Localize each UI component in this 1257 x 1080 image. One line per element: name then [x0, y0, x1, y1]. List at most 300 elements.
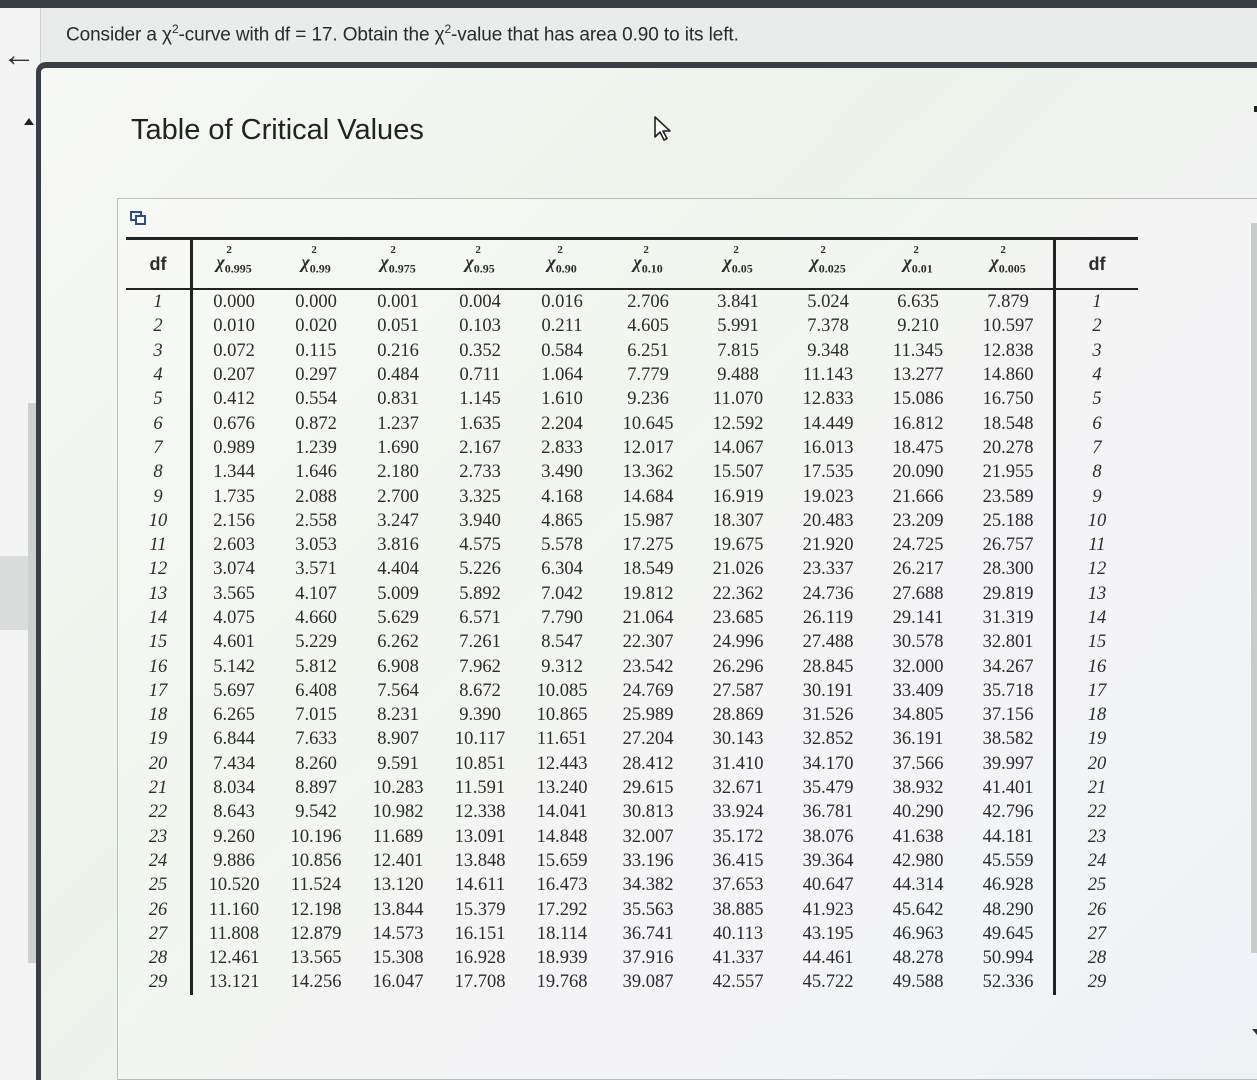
value-cell: 40.647 — [802, 875, 854, 896]
table-row — [126, 509, 1138, 533]
question-text: Consider a $\chi^2$-curve with df = 17. Obtain the $\chi^2$-value that has area 0.90 to its left. — [66, 22, 739, 46]
value-cell: 1.344 — [213, 462, 255, 483]
value-cell: 20.090 — [892, 462, 944, 483]
df-cell: 21 — [126, 776, 192, 800]
value-cell: 1.735 — [213, 486, 255, 507]
value-cell: 2.180 — [377, 462, 419, 483]
value-cell: 27.587 — [712, 680, 764, 701]
value-cell: 29.141 — [892, 608, 944, 628]
value-cell: 5.812 — [295, 656, 337, 677]
df-cell-right: 3 — [1055, 339, 1139, 363]
table-container — [117, 198, 1257, 1080]
top-bar — [0, 0, 1257, 8]
value-cell: 9.390 — [459, 705, 501, 726]
value-cell: 1.064 — [541, 365, 583, 386]
value-cell: 46.963 — [892, 923, 944, 944]
column-header-0.95 — [439, 239, 521, 290]
value-cell: 28.300 — [982, 559, 1034, 580]
value-cell: 9.210 — [897, 316, 939, 337]
value-cell: 1.646 — [295, 462, 337, 483]
value-cell: 2.558 — [295, 510, 337, 531]
value-cell: 42.980 — [892, 850, 944, 871]
value-cell: 11.143 — [802, 365, 854, 386]
value-cell: 14.256 — [290, 972, 342, 993]
value-cell: 29.819 — [982, 583, 1034, 604]
value-cell: 0.872 — [295, 413, 337, 434]
value-cell: 13.091 — [454, 826, 506, 847]
value-cell: 22.307 — [622, 632, 674, 653]
value-cell: 2.603 — [213, 535, 255, 556]
df-cell-right: 19 — [1055, 727, 1139, 751]
df-cell-right: 1 — [1055, 289, 1139, 314]
value-cell: 24.769 — [622, 680, 674, 701]
value-cell: 0.000 — [295, 292, 337, 313]
value-cell: 29.615 — [622, 778, 674, 799]
table-row — [126, 800, 1138, 824]
df-cell-right: 5 — [1055, 387, 1139, 411]
value-cell: 7.564 — [377, 680, 419, 701]
value-cell: 7.962 — [459, 656, 501, 677]
df-cell-right: 13 — [1055, 582, 1139, 606]
value-cell: 32.852 — [802, 729, 854, 750]
table-row — [126, 533, 1138, 557]
value-cell: 12.443 — [536, 753, 588, 774]
df-cell: 22 — [126, 800, 192, 824]
value-cell: 7.042 — [541, 583, 583, 604]
df-cell: 29 — [126, 970, 192, 994]
table-scrollbar[interactable] — [1251, 223, 1257, 953]
value-cell: 13.565 — [290, 948, 342, 969]
value-cell: 19.675 — [712, 535, 764, 556]
value-cell: 7.633 — [295, 729, 337, 750]
value-cell: 9.236 — [627, 389, 669, 410]
df-cell-right: 10 — [1055, 509, 1139, 533]
table-body — [126, 289, 1138, 995]
value-cell: 1.635 — [459, 413, 501, 434]
df-header: df — [126, 239, 192, 290]
value-cell: 0.010 — [213, 316, 255, 337]
value-cell: 11.591 — [454, 778, 506, 799]
value-cell: 20.483 — [802, 510, 854, 531]
column-header-0.99 — [275, 239, 357, 290]
value-cell: 34.170 — [802, 753, 854, 774]
value-cell: 32.801 — [982, 632, 1034, 653]
value-cell: 13.120 — [372, 875, 424, 896]
df-cell: 6 — [126, 411, 192, 435]
value-cell: 23.589 — [982, 486, 1034, 507]
value-cell: 2.700 — [377, 486, 419, 507]
value-cell: 36.191 — [892, 729, 944, 750]
value-cell: 41.401 — [982, 778, 1034, 799]
value-cell: 10.117 — [454, 729, 506, 750]
value-cell: 4.660 — [295, 608, 337, 628]
value-cell: 14.573 — [372, 923, 424, 944]
value-cell: 41.638 — [892, 826, 944, 847]
value-cell: 23.337 — [802, 559, 854, 580]
table-row — [126, 703, 1138, 727]
value-cell: 10.856 — [290, 850, 342, 871]
value-cell: 0.211 — [541, 316, 583, 337]
table-row — [126, 460, 1138, 484]
value-cell: 9.488 — [717, 365, 759, 386]
value-cell: 6.304 — [541, 559, 583, 580]
df-cell-right: 17 — [1055, 679, 1139, 703]
value-cell: 34.382 — [622, 875, 674, 896]
value-cell: 16.013 — [802, 437, 854, 458]
value-cell: 9.591 — [377, 753, 419, 774]
value-cell: 6.251 — [627, 340, 669, 361]
mouse-pointer-icon — [653, 116, 675, 142]
value-cell: 16.812 — [892, 413, 944, 434]
value-cell: 1.610 — [541, 389, 583, 410]
df-cell-right: 16 — [1055, 654, 1139, 678]
value-cell: 1.237 — [377, 413, 419, 434]
value-cell: 13.277 — [892, 365, 944, 386]
value-cell: 10.851 — [454, 753, 506, 774]
value-cell: 16.151 — [454, 923, 506, 944]
chi-symbol: $\chi_{0.99}$ 2 — [301, 243, 331, 276]
value-cell: 13.844 — [372, 899, 424, 920]
value-cell: 16.928 — [454, 948, 506, 969]
df-cell: 8 — [126, 460, 192, 484]
value-cell: 0.207 — [213, 365, 255, 386]
value-cell: 2.833 — [541, 437, 583, 458]
value-cell: 25.188 — [982, 510, 1034, 531]
value-cell: 39.997 — [982, 753, 1034, 774]
table-row — [126, 679, 1138, 703]
table-row — [126, 630, 1138, 654]
critical-values-popup — [36, 62, 1257, 1080]
value-cell: 13.240 — [536, 778, 588, 799]
value-cell: 32.007 — [622, 826, 674, 847]
value-cell: 14.041 — [536, 802, 588, 823]
value-cell: 0.115 — [295, 340, 337, 361]
df-cell-right: 23 — [1055, 825, 1139, 849]
value-cell: 8.260 — [295, 753, 337, 774]
value-cell: 36.781 — [802, 802, 854, 823]
chi-symbol: $\chi_{0.025}$ 2 — [810, 243, 846, 276]
table-row — [126, 922, 1138, 946]
df-cell: 28 — [126, 946, 192, 970]
value-cell: 18.475 — [892, 437, 944, 458]
value-cell: 19.812 — [622, 583, 674, 604]
value-cell: 46.928 — [982, 875, 1034, 896]
back-arrow-icon[interactable]: ← — [2, 36, 36, 74]
left-panel — [0, 8, 41, 1080]
value-cell: 3.565 — [213, 583, 255, 604]
value-cell: 21.955 — [982, 462, 1034, 483]
value-cell: 35.172 — [712, 826, 764, 847]
value-cell: 28.412 — [622, 753, 674, 774]
value-cell: 42.557 — [712, 972, 764, 993]
chi-square-table — [126, 237, 1138, 995]
value-cell: 2.733 — [459, 462, 501, 483]
value-cell: 27.688 — [892, 583, 944, 604]
value-cell: 31.410 — [712, 753, 764, 774]
value-cell: 0.584 — [541, 340, 583, 361]
value-cell: 24.725 — [892, 535, 944, 556]
value-cell: 6.265 — [213, 705, 255, 726]
df-cell-right: 15 — [1055, 630, 1139, 654]
table-row — [126, 387, 1138, 411]
df-cell-right: 12 — [1055, 557, 1139, 581]
value-cell: 0.676 — [213, 413, 255, 434]
value-cell: 12.198 — [290, 899, 342, 920]
value-cell: 39.364 — [802, 850, 854, 871]
df-cell-right: 11 — [1055, 533, 1139, 557]
value-cell: 48.278 — [892, 948, 944, 969]
value-cell: 15.987 — [622, 510, 674, 531]
value-cell: 23.542 — [622, 656, 674, 677]
df-cell: 18 — [126, 703, 192, 727]
df-cell-right: 2 — [1055, 314, 1139, 338]
value-cell: 9.312 — [541, 656, 583, 677]
value-cell: 31.319 — [982, 608, 1034, 628]
value-cell: 40.290 — [892, 802, 944, 823]
value-cell: 0.484 — [377, 365, 419, 386]
value-cell: 38.885 — [712, 899, 764, 920]
df-cell-right: 6 — [1055, 411, 1139, 435]
value-cell: 4.107 — [295, 583, 337, 604]
table-row — [126, 606, 1138, 630]
value-cell: 3.490 — [541, 462, 583, 483]
value-cell: 10.865 — [536, 705, 588, 726]
value-cell: 21.666 — [892, 486, 944, 507]
value-cell: 11.070 — [712, 389, 764, 410]
value-cell: 15.086 — [892, 389, 944, 410]
value-cell: 36.741 — [622, 923, 674, 944]
table-row — [126, 776, 1138, 800]
df-cell-right: 14 — [1055, 606, 1139, 630]
df-cell: 11 — [126, 533, 192, 557]
value-cell: 30.143 — [712, 729, 764, 750]
df-cell: 24 — [126, 849, 192, 873]
table-row — [126, 582, 1138, 606]
value-cell: 10.645 — [622, 413, 674, 434]
value-cell: 5.578 — [541, 535, 583, 556]
value-cell: 14.860 — [982, 365, 1034, 386]
value-cell: 35.479 — [802, 778, 854, 799]
value-cell: 2.156 — [213, 510, 255, 531]
value-cell: 13.121 — [208, 972, 260, 993]
value-cell: 32.671 — [712, 778, 764, 799]
value-cell: 0.020 — [295, 316, 337, 337]
value-cell: 4.605 — [627, 316, 669, 337]
value-cell: 5.229 — [295, 632, 337, 653]
df-cell-right: 26 — [1055, 897, 1139, 921]
df-cell: 17 — [126, 679, 192, 703]
df-cell-right: 28 — [1055, 946, 1139, 970]
chi-symbol: $\chi_{0.10}$ 2 — [633, 243, 663, 276]
column-header-0.995 — [192, 239, 276, 290]
column-header-0.10 — [603, 239, 693, 290]
value-cell: 52.336 — [982, 972, 1034, 993]
value-cell: 3.571 — [295, 559, 337, 580]
value-cell: 4.575 — [459, 535, 501, 556]
value-cell: 14.684 — [622, 486, 674, 507]
value-cell: 5.697 — [213, 680, 255, 701]
df-cell: 10 — [126, 509, 192, 533]
value-cell: 17.535 — [802, 462, 854, 483]
value-cell: 37.916 — [622, 948, 674, 969]
value-cell: 38.932 — [892, 778, 944, 799]
value-cell: 3.074 — [213, 559, 255, 580]
value-cell: 5.629 — [377, 608, 419, 628]
table-row — [126, 946, 1138, 970]
value-cell: 6.571 — [459, 608, 501, 628]
value-cell: 1.145 — [459, 389, 501, 410]
value-cell: 15.308 — [372, 948, 424, 969]
value-cell: 17.708 — [454, 972, 506, 993]
value-cell: 44.461 — [802, 948, 854, 969]
value-cell: 6.408 — [295, 680, 337, 701]
value-cell: 41.337 — [712, 948, 764, 969]
column-header-0.01 — [873, 239, 963, 290]
value-cell: 15.659 — [536, 850, 588, 871]
df-cell-right: 27 — [1055, 922, 1139, 946]
df-cell: 15 — [126, 630, 192, 654]
value-cell: 19.023 — [802, 486, 854, 507]
value-cell: 8.034 — [213, 778, 255, 799]
table-row — [126, 849, 1138, 873]
df-cell: 1 — [126, 289, 192, 314]
value-cell: 12.592 — [712, 413, 764, 434]
value-cell: 0.051 — [377, 316, 419, 337]
value-cell: 2.204 — [541, 413, 583, 434]
table-row — [126, 897, 1138, 921]
table-row — [126, 825, 1138, 849]
value-cell: 10.520 — [208, 875, 260, 896]
table-row — [126, 289, 1138, 314]
value-cell: 11.651 — [536, 729, 588, 750]
value-cell: 37.653 — [712, 875, 764, 896]
value-cell: 9.348 — [807, 340, 849, 361]
value-cell: 0.001 — [377, 292, 419, 313]
value-cell: 1.690 — [377, 437, 419, 458]
value-cell: 4.075 — [213, 608, 255, 628]
value-cell: 5.991 — [717, 316, 759, 337]
value-cell: 14.848 — [536, 826, 588, 847]
value-cell: 3.940 — [459, 510, 501, 531]
value-cell: 23.685 — [712, 608, 764, 628]
value-cell: 8.672 — [459, 680, 501, 701]
value-cell: 28.845 — [802, 656, 854, 677]
value-cell: 5.142 — [213, 656, 255, 677]
value-cell: 22.362 — [712, 583, 764, 604]
df-cell: 13 — [126, 582, 192, 606]
value-cell: 10.597 — [982, 316, 1034, 337]
table-row — [126, 411, 1138, 435]
value-cell: 7.815 — [717, 340, 759, 361]
value-cell: 15.507 — [712, 462, 764, 483]
value-cell: 0.352 — [459, 340, 501, 361]
value-cell: 24.996 — [712, 632, 764, 653]
df-cell: 3 — [126, 339, 192, 363]
value-cell: 0.072 — [213, 340, 255, 361]
value-cell: 12.401 — [372, 850, 424, 871]
table-row — [126, 752, 1138, 776]
value-cell: 12.833 — [802, 389, 854, 410]
table-row — [126, 727, 1138, 751]
value-cell: 1.239 — [295, 437, 337, 458]
table-row — [126, 339, 1138, 363]
value-cell: 2.706 — [627, 292, 669, 313]
value-cell: 43.195 — [802, 923, 854, 944]
value-cell: 21.064 — [622, 608, 674, 628]
value-cell: 12.461 — [208, 948, 260, 969]
df-cell: 23 — [126, 825, 192, 849]
value-cell: 18.939 — [536, 948, 588, 969]
value-cell: 45.722 — [802, 972, 854, 993]
collapse-caret-icon[interactable] — [24, 118, 34, 125]
value-cell: 45.642 — [892, 899, 944, 920]
value-cell: 5.009 — [377, 583, 419, 604]
value-cell: 5.024 — [807, 292, 849, 313]
df-cell-right: 9 — [1055, 484, 1139, 508]
value-cell: 38.582 — [982, 729, 1034, 750]
value-cell: 10.196 — [290, 826, 342, 847]
table-header-row — [126, 239, 1138, 290]
value-cell: 26.119 — [802, 608, 854, 628]
value-cell: 48.290 — [982, 899, 1034, 920]
value-cell: 11.524 — [290, 875, 342, 896]
value-cell: 0.000 — [213, 292, 255, 313]
value-cell: 14.067 — [712, 437, 764, 458]
value-cell: 49.588 — [892, 972, 944, 993]
value-cell: 10.982 — [372, 802, 424, 823]
value-cell: 39.087 — [622, 972, 674, 993]
value-cell: 37.156 — [982, 705, 1034, 726]
panel-title: Table of Critical Values — [131, 114, 424, 146]
value-cell: 16.047 — [372, 972, 424, 993]
value-cell: 7.879 — [987, 292, 1029, 313]
df-cell-right: 8 — [1055, 460, 1139, 484]
df-cell-right: 24 — [1055, 849, 1139, 873]
df-cell: 27 — [126, 922, 192, 946]
value-cell: 7.434 — [213, 753, 255, 774]
value-cell: 27.204 — [622, 729, 674, 750]
value-cell: 5.226 — [459, 559, 501, 580]
value-cell: 18.548 — [982, 413, 1034, 434]
copy-icon[interactable] — [130, 211, 146, 225]
value-cell: 0.216 — [377, 340, 419, 361]
value-cell: 20.278 — [982, 437, 1034, 458]
value-cell: 33.196 — [622, 850, 674, 871]
value-cell: 3.053 — [295, 535, 337, 556]
value-cell: 25.989 — [622, 705, 674, 726]
value-cell: 0.004 — [459, 292, 501, 313]
value-cell: 0.016 — [541, 292, 583, 313]
value-cell: 3.816 — [377, 535, 419, 556]
value-cell: 28.869 — [712, 705, 764, 726]
value-cell: 15.379 — [454, 899, 506, 920]
value-cell: 6.635 — [897, 292, 939, 313]
value-cell: 17.292 — [536, 899, 588, 920]
value-cell: 35.563 — [622, 899, 674, 920]
value-cell: 33.924 — [712, 802, 764, 823]
value-cell: 3.247 — [377, 510, 419, 531]
df-header-right: df — [1055, 239, 1139, 290]
value-cell: 7.779 — [627, 365, 669, 386]
value-cell: 21.920 — [802, 535, 854, 556]
value-cell: 13.848 — [454, 850, 506, 871]
column-header-0.005 — [963, 239, 1055, 290]
column-header-0.05 — [693, 239, 783, 290]
value-cell: 7.378 — [807, 316, 849, 337]
value-cell: 0.831 — [377, 389, 419, 410]
value-cell: 31.526 — [802, 705, 854, 726]
scroll-down-icon[interactable] — [1252, 1029, 1257, 1035]
